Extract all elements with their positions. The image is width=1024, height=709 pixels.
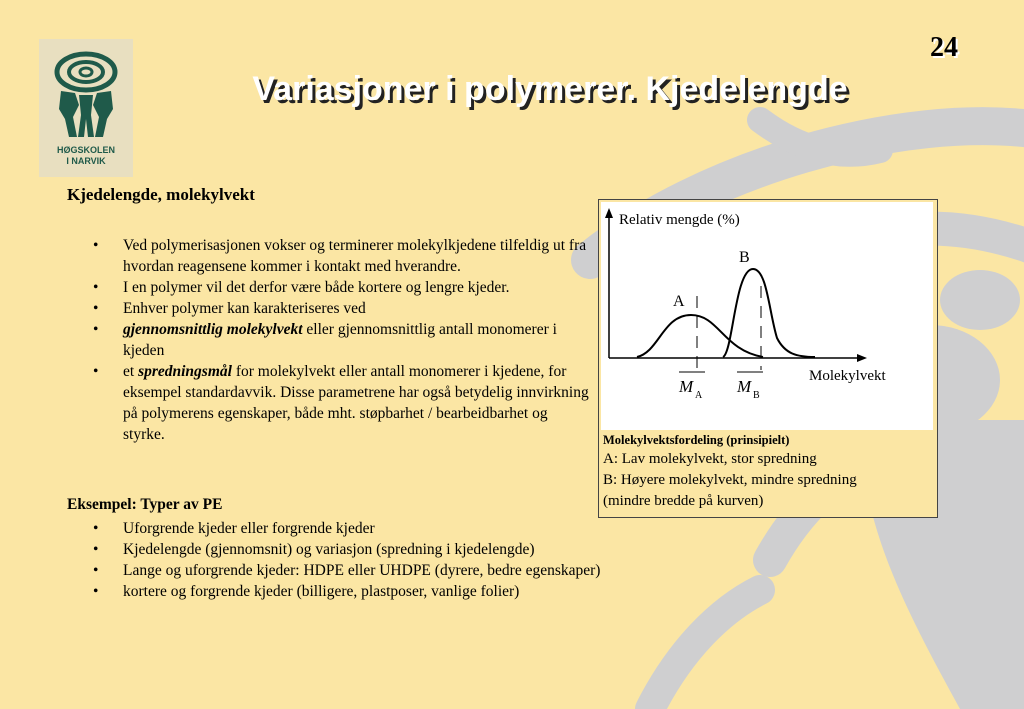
bullet-emphasis: gjennomsnittlig molekylvekt — [123, 321, 303, 338]
curve-b — [723, 269, 815, 357]
y-axis-arrow-icon — [605, 208, 613, 218]
example-bullet-item — [67, 560, 767, 581]
bullet-item — [67, 319, 592, 361]
caption-line: A: Lav molekylvekt, stor spredning — [603, 451, 817, 467]
curve-a — [637, 315, 763, 357]
curve-a-label: A — [673, 293, 685, 310]
bullet-dot-icon: • — [93, 520, 99, 537]
distribution-diagram — [601, 202, 933, 430]
curve-b-label: B — [739, 249, 750, 266]
y-axis-label: Relativ mengde (%) — [619, 212, 740, 228]
example-bullet-item — [67, 581, 767, 602]
bullet-dot-icon: • — [93, 562, 99, 579]
bullet-list — [67, 235, 592, 445]
bullet-text: kortere og forgrende kjeder (billigere, plastposer, vanlige folier) — [123, 583, 520, 600]
bullet-text: Enhver polymer kan karakteriseres ved — [123, 300, 366, 317]
bullet-prefix: et — [123, 363, 139, 380]
bullet-text: Lange og uforgrende kjeder: HDPE eller UHDPE (dyrere, bedre egenskaper) — [123, 562, 601, 579]
bullet-text: Uforgrende kjeder eller forgrende kjeder — [123, 520, 375, 537]
logo-text-line2: I NARVIK — [66, 156, 106, 166]
example-bullet-item — [67, 518, 767, 539]
slide-title: Variasjoner i polymerer. Kjedelengde — [252, 70, 848, 108]
bullet-dot-icon: • — [93, 279, 99, 296]
page-number: 24 — [930, 32, 958, 63]
bullet-dot-icon: • — [93, 321, 99, 338]
mean-a-subscript: A — [695, 390, 703, 401]
x-axis-label: Molekylvekt — [809, 368, 886, 384]
bullet-dot-icon: • — [93, 583, 99, 600]
caption-line: (mindre bredde på kurven) — [603, 493, 764, 509]
bullet-item — [67, 277, 592, 298]
bullet-item — [67, 298, 592, 319]
bullet-dot-icon: • — [93, 363, 99, 380]
mean-a-symbol: M — [679, 377, 694, 396]
caption-line: B: Høyere molekylvekt, mindre spredning — [603, 472, 857, 488]
bullet-text: Kjedelengde (gjennomsnit) og variasjon (spredning i kjedelengde) — [123, 541, 535, 558]
bullet-text: I en polymer vil det derfor være både kortere og lengre kjeder. — [123, 279, 510, 296]
bullet-text: Ved polymerisasjonen vokser og terminerer molekylkjedene tilfeldig ut fra hvordan reagensene kommer i kontakt med hverandre. — [123, 237, 587, 275]
example-bullet-item — [67, 539, 767, 560]
bullet-dot-icon: • — [93, 541, 99, 558]
bullet-emphasis: spredningsmål — [138, 363, 232, 380]
distribution-figure — [598, 199, 938, 518]
example-bullet-list — [67, 518, 767, 602]
bullet-dot-icon: • — [93, 237, 99, 254]
section-heading: Kjedelengde, molekylvekt — [67, 185, 255, 204]
example-heading: Eksempel: Typer av PE — [67, 496, 223, 513]
bullet-item — [67, 235, 592, 277]
bullet-text: eller gjennomsnittlig antall monomerer i kjeden — [123, 321, 557, 359]
figure-caption — [603, 432, 935, 512]
caption-title: Molekylvektsfordeling (prinsipielt) — [603, 433, 790, 447]
logo-text-line1: HØGSKOLEN — [56, 145, 115, 155]
distribution-plot — [601, 202, 933, 430]
x-axis-arrow-icon — [857, 354, 867, 362]
bullet-dot-icon: • — [93, 300, 99, 317]
bullet-item — [67, 361, 592, 445]
mean-b-subscript: B — [753, 390, 760, 401]
logo-emblem-icon — [39, 39, 133, 149]
school-logo — [39, 39, 133, 177]
mean-b-symbol: M — [737, 377, 752, 396]
bullet-text: for molekylvekt eller antall monomerer i kjedene, for eksempel standardavvik. Disse parametrene har også betydelig innvirkning på polymerens egenskaper, både mht. støpbarhet / bearbeidbarhet og styrke. — [123, 363, 589, 443]
